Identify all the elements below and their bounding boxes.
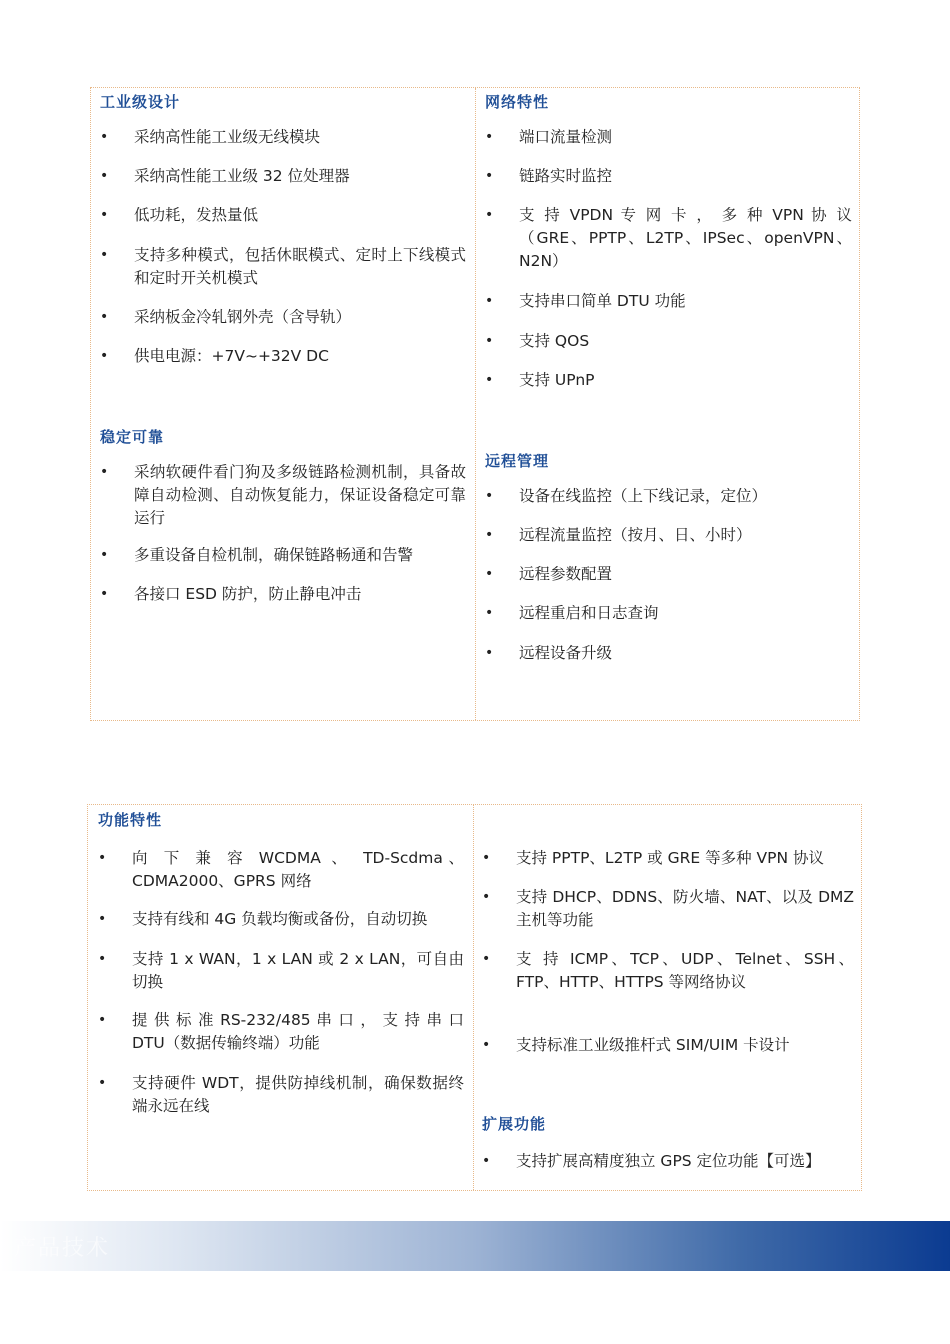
bullet-icon: •	[100, 348, 109, 364]
bullet-icon: •	[100, 168, 109, 184]
feature-column-left	[88, 805, 473, 1190]
list-item: • 远程参数配置	[519, 563, 849, 586]
bullet-icon: •	[485, 293, 494, 309]
list-item: • 采纳板金冷轧钢外壳（含导轨）	[134, 306, 464, 329]
list-item: • 远程设备升级	[519, 642, 849, 665]
bullet-icon: •	[485, 333, 494, 349]
bullet-icon: •	[98, 1075, 107, 1091]
section-title-functional-features: 功能特性	[98, 811, 163, 829]
list-item: • 供电电源：+7V~+32V DC	[134, 345, 464, 368]
list-item: • 多重设备自检机制，确保链路畅通和告警	[134, 544, 464, 567]
list-item: • 支持 DHCP、DDNS、防火墙、NAT、以及 DMZ 主机等功能	[482, 888, 854, 929]
bullet-icon: •	[482, 889, 491, 905]
footer-title: 产品技术	[14, 1236, 111, 1261]
feature-column-right	[473, 805, 861, 1190]
list-item: • 向 下 兼 容 WCDMA 、 TD-Scdma、CDMA2000、GPRS 网络	[98, 849, 464, 890]
list-item: • 各接口 ESD 防护，防止静电冲击	[134, 583, 464, 606]
bullet-icon: •	[100, 547, 109, 563]
list-item: • 支持 QOS	[519, 330, 849, 353]
list-item: • 支持标准工业级推杆式 SIM/UIM 卡设计	[516, 1034, 854, 1057]
bullet-icon: •	[98, 850, 107, 866]
list-item: • 支持串口简单 DTU 功能	[519, 290, 849, 313]
feature-column-left	[91, 88, 475, 720]
list-item: • 支持硬件 WDT，提供防掉线机制，确保数据终端永远在线	[98, 1074, 464, 1115]
feature-column-right	[475, 88, 859, 720]
list-item: • 支持 PPTP、L2TP 或 GRE 等多种 VPN 协议	[516, 847, 854, 870]
section-title-remote-management: 远程管理	[485, 452, 550, 470]
section-title-expansion: 扩展功能	[482, 1115, 547, 1133]
list-item: • 支持 UPnP	[519, 369, 849, 392]
list-item: • 支持多种模式，包括休眠模式、定时上下线模式和定时开关机模式	[100, 246, 466, 287]
bullet-icon: •	[100, 464, 109, 480]
section-title-network-features: 网络特性	[485, 93, 550, 111]
bullet-icon: •	[485, 605, 494, 621]
list-item: • 提 供 标 准 RS-232/485 串 口 ， 支 持 串 口DTU（数据传输终端）功能	[98, 1011, 464, 1052]
footer-banner	[0, 1221, 950, 1271]
bullet-icon: •	[100, 207, 109, 223]
section-title-industrial-design: 工业级设计	[100, 93, 181, 111]
bullet-icon: •	[98, 911, 107, 927]
list-item: • 支持 1 x WAN，1 x LAN 或 2 x LAN，可自由切换	[98, 950, 464, 991]
feature-panel-bottom	[87, 804, 862, 1191]
bullet-icon: •	[482, 1037, 491, 1053]
bullet-icon: •	[485, 566, 494, 582]
bullet-icon: •	[100, 247, 109, 263]
bullet-icon: •	[485, 372, 494, 388]
list-item: • 远程重启和日志查询	[519, 602, 849, 625]
list-item: • 支 持 VPDN 专 网 卡 ， 多 种 VPN 协 议（GRE、PPTP、L2TP、IPSec、openVPN、N2N）	[485, 206, 852, 270]
bullet-icon: •	[485, 645, 494, 661]
bullet-icon: •	[100, 309, 109, 325]
list-item: • 支持扩展高精度独立 GPS 定位功能【可选】	[516, 1150, 854, 1173]
list-item: • 采纳高性能工业级无线模块	[134, 126, 464, 149]
bullet-icon: •	[485, 527, 494, 543]
bullet-icon: •	[100, 586, 109, 602]
list-item: • 端口流量检测	[519, 126, 849, 149]
bullet-icon: •	[98, 1012, 107, 1028]
bullet-icon: •	[100, 129, 109, 145]
bullet-icon: •	[485, 168, 494, 184]
bullet-icon: •	[485, 129, 494, 145]
list-item: • 采纳软硬件看门狗及多级链路检测机制，具备故障自动检测、自动恢复能力，保证设备稳定可靠运行	[100, 463, 466, 527]
section-title-reliability: 稳定可靠	[100, 428, 165, 446]
bullet-icon: •	[485, 207, 494, 223]
list-item: • 低功耗，发热量低	[134, 204, 464, 227]
bullet-icon: •	[98, 951, 107, 967]
list-item: • 采纳高性能工业级 32 位处理器	[134, 165, 464, 188]
bullet-icon: •	[485, 488, 494, 504]
list-item: • 链路实时监控	[519, 165, 849, 188]
list-item: • 设备在线监控（上下线记录，定位）	[519, 485, 849, 508]
list-item: • 远程流量监控（按月、日、小时）	[519, 524, 849, 547]
bullet-icon: •	[482, 1153, 491, 1169]
bullet-icon: •	[482, 951, 491, 967]
list-item: • 支 持 ICMP、TCP、UDP、Telnet、SSH、FTP、HTTP、HTTPS 等网络协议	[482, 950, 854, 991]
bullet-icon: •	[482, 850, 491, 866]
feature-panel-top	[90, 87, 860, 721]
list-item: • 支持有线和 4G 负载均衡或备份，自动切换	[132, 908, 464, 931]
